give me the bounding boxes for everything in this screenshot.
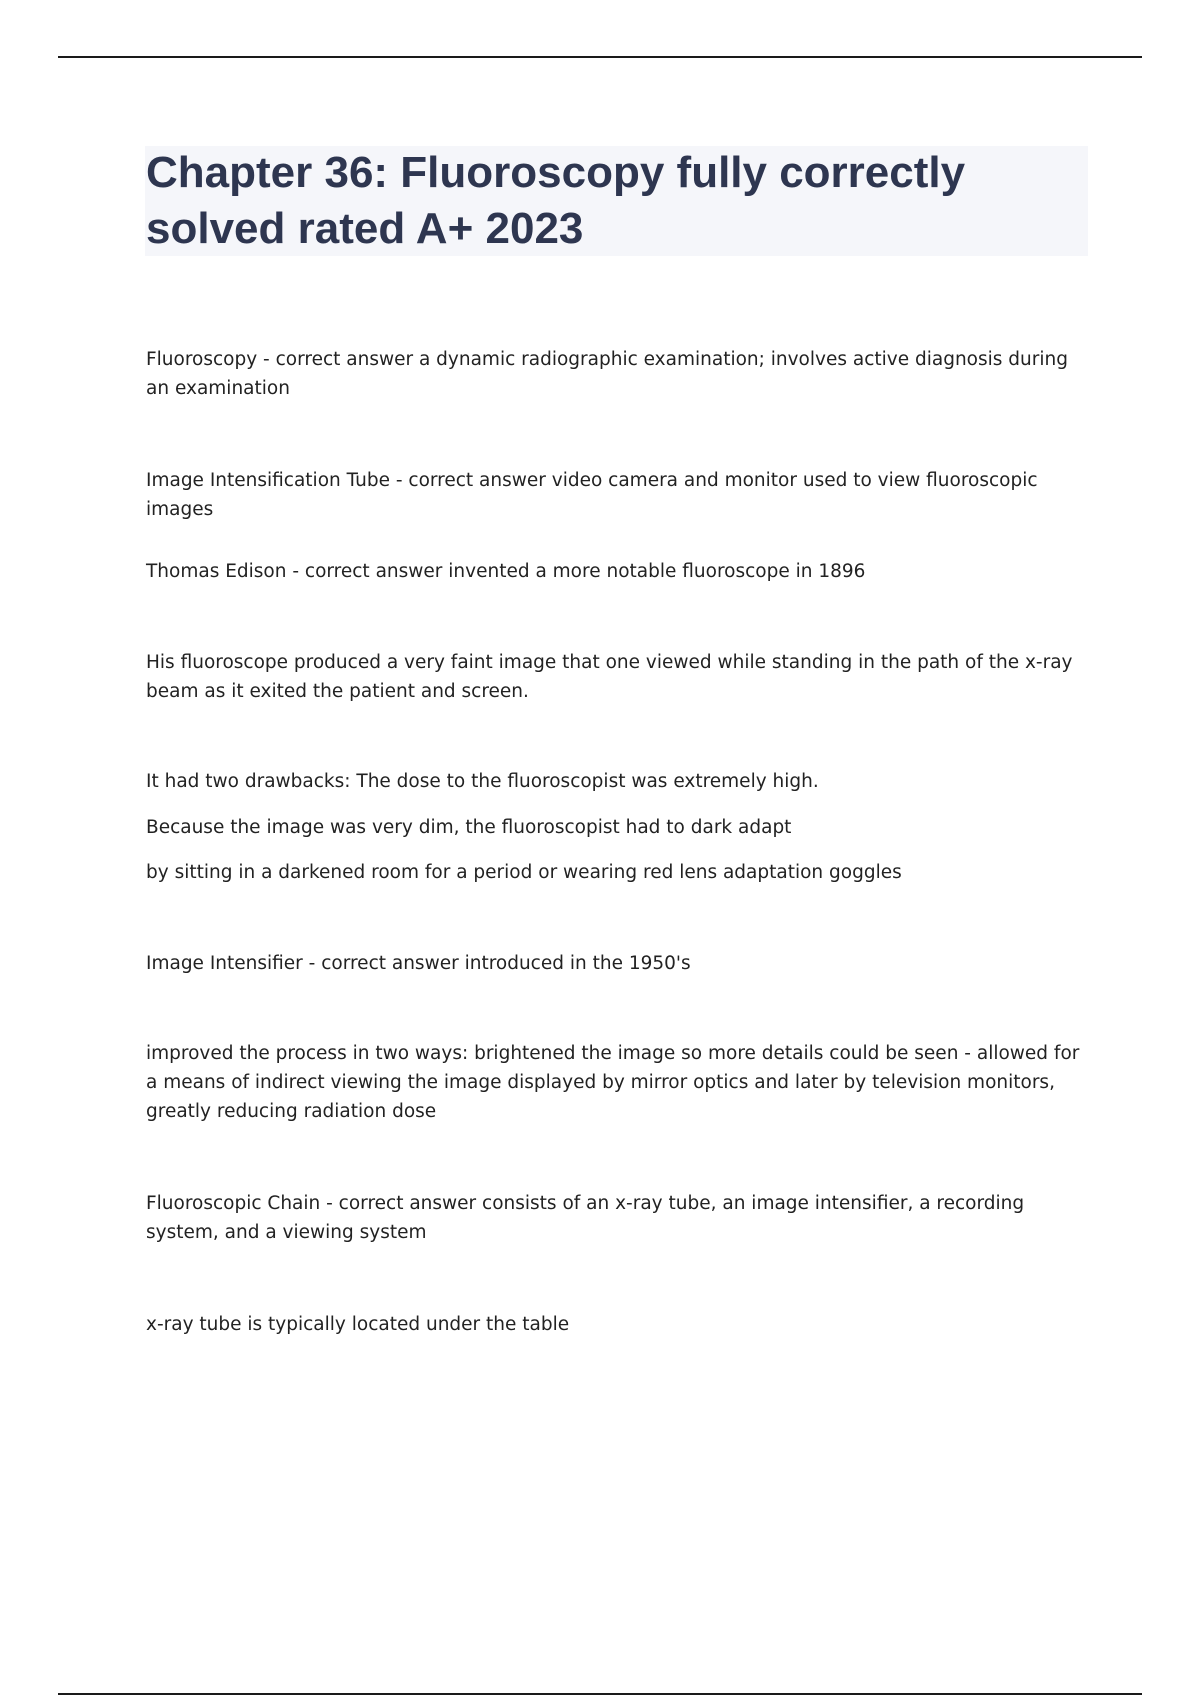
- paragraph-xray-tube: x-ray tube is typically located under the table: [146, 1314, 570, 1335]
- paragraph-drawbacks: It had two drawbacks: The dose to the fluoroscopist was extremely high.: [146, 771, 819, 792]
- paragraph-image-intensifier: Image Intensifier - correct answer introduced in the 1950's: [146, 953, 691, 974]
- paragraph-his-fluoroscope: His fluoroscope produced a very faint image that one viewed while standing in the path of the x-ray beam as it exited the patient and screen.: [146, 652, 1073, 702]
- paragraph-improved-process: improved the process in two ways: brightened the image so more details could be seen - allowed for a means of indirect viewing the image displayed by mirror optics and later by television monitors, greatly reducing radiation dose: [146, 1043, 1080, 1122]
- bottom-rule: [58, 1693, 1142, 1695]
- paragraph-fluoroscopic-chain: Fluoroscopic Chain - correct answer consists of an x-ray tube, an image intensifier, a recording system, and a viewing system: [146, 1193, 1025, 1243]
- paragraph-image-intensification-tube: Image Intensification Tube - correct answer video camera and monitor used to view fluoroscopic images: [146, 470, 1038, 520]
- page-title: Chapter 36: Fluoroscopy fully correctly solved rated A+ 2023: [146, 148, 966, 253]
- paragraph-dark-adapt: Because the image was very dim, the fluoroscopist had to dark adapt: [146, 817, 792, 838]
- top-rule: [58, 56, 1142, 58]
- paragraph-fluoroscopy: Fluoroscopy - correct answer a dynamic radiographic examination; involves active diagnosis during an examination: [146, 349, 1068, 399]
- paragraph-thomas-edison: Thomas Edison - correct answer invented a more notable fluoroscope in 1896: [146, 561, 866, 582]
- paragraph-darkened-room: by sitting in a darkened room for a period or wearing red lens adaptation goggles: [146, 862, 902, 883]
